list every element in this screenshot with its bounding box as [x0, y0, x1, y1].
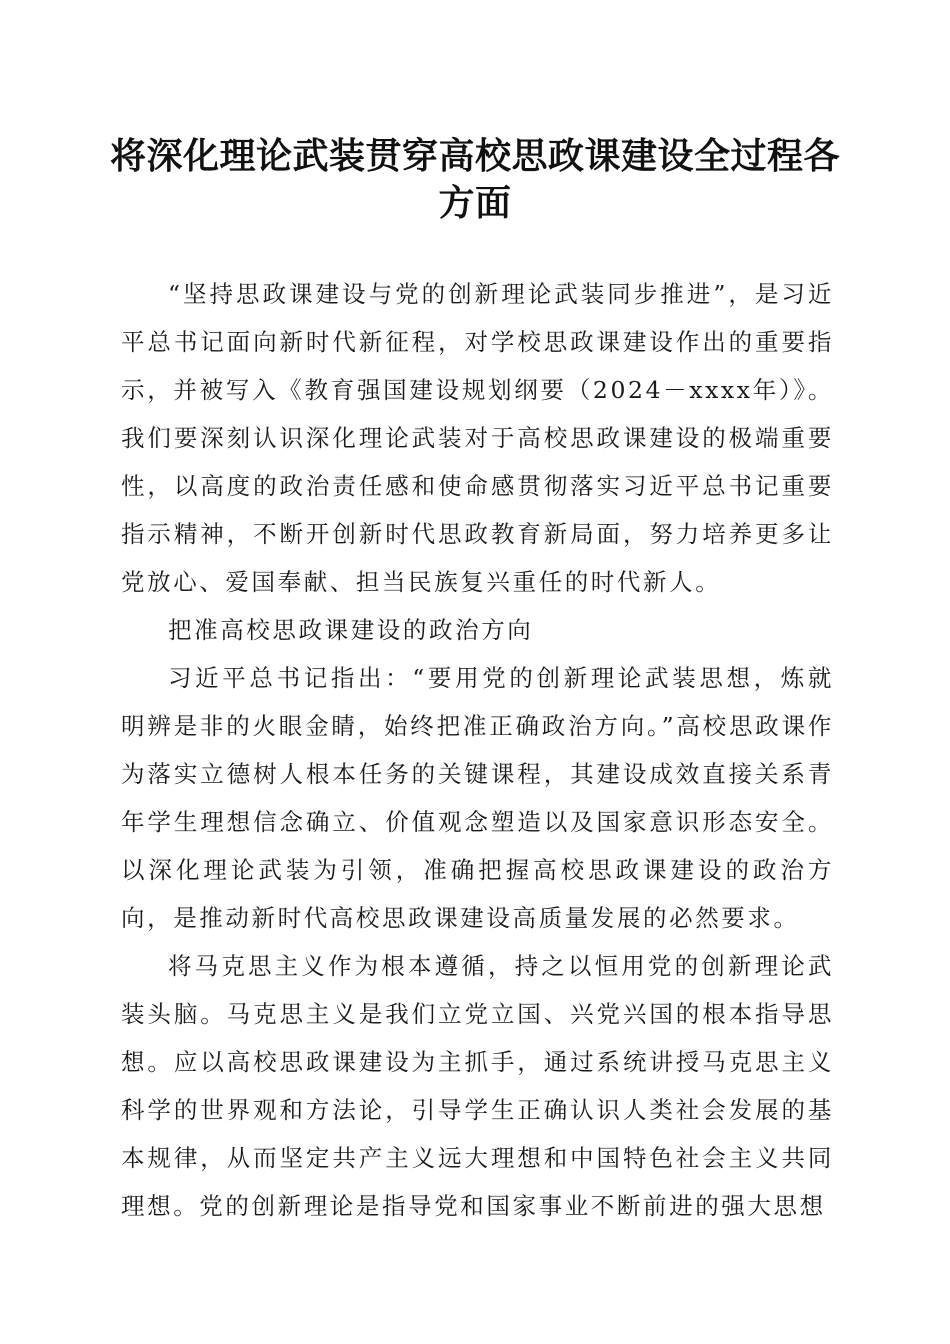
document-title: 将深化理论武装贯穿高校思政课建设全过程各方面 — [110, 135, 841, 224]
paragraph-intro: “坚持思政课建设与党的创新理论武装同步推进”，是习近平总书记面向新时代新征程，对学校思政课建设作出的重要指示，并被写入《教育强国建设规划纲要（2024－xxxx年）》。我们要深刻认识深化理论武装对于高校思政课建设的极端重要性，以高度的政治责任感和使命感贯彻落实习近平总书记重要指示精神，不断开创新时代思政教育新局面，努力培养更多让党放心、爱国奉献、担当民族复兴重任的时代新人。 — [121, 280, 834, 596]
section-heading: 把准高校思政课建设的政治方向 — [168, 616, 534, 644]
document-body — [121, 270, 834, 1230]
paragraph-quote: 习近平总书记指出：“要用党的创新理论武装思想，炼就明辨是非的火眼金睛，始终把准正确政治方向。”高校思政课作为落实立德树人根本任务的关键课程，其建设成效直接关系青年学生理想信念确立、价值观念塑造以及国家意识形态安全。以深化理论武装为引领，准确把握高校思政课建设的政治方向，是推动新时代高校思政课建设高质量发展的必然要求。 — [121, 664, 834, 932]
paragraph-marxism: 将马克思主义作为根本遵循，持之以恒用党的创新理论武装头脑。马克思主义是我们立党立国、兴党兴国的根本指导思想。应以高校思政课建设为主抓手，通过系统讲授马克思主义科学的世界观和方法论，引导学生正确认识人类社会发展的基本规律，从而坚定共产主义远大理想和中国特色社会主义共同理想。党的创新理论是指导党和国家事业不断前进的强大思想 — [121, 952, 834, 1220]
